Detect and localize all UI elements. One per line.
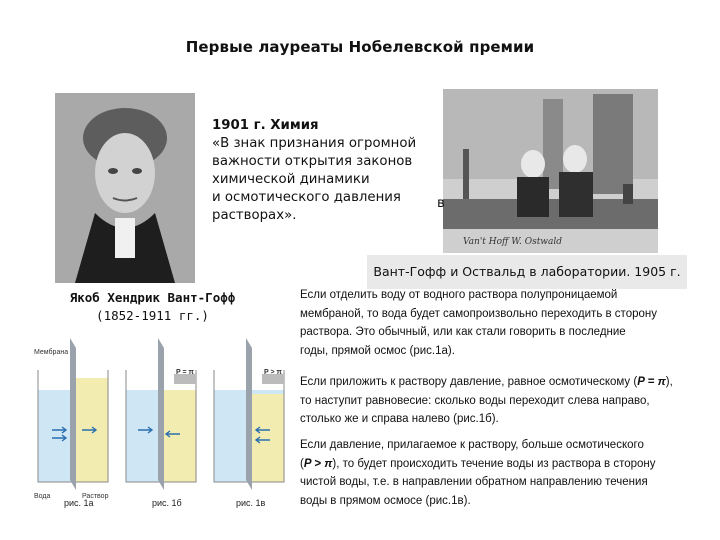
- beaker-1b: [126, 338, 196, 490]
- formula-span: P > π: [303, 457, 333, 470]
- paragraph-line: мембраной, то вода будет самопроизвольно переходить в сторону: [300, 307, 657, 320]
- figure-label-1b: рис. 1б: [152, 498, 182, 508]
- pressure-label-greater: P > π: [264, 369, 282, 376]
- text-span: ),: [665, 376, 673, 388]
- chemistry-line: химической динамики: [212, 172, 370, 187]
- chemistry-line: важности открытия законов: [212, 154, 413, 169]
- chemistry-line: и осмотического давления: [212, 190, 401, 205]
- paragraph-direct-osmosis: [300, 286, 685, 360]
- paragraph-line: годы, прямой осмос (рис.1а).: [300, 344, 455, 357]
- paragraph-line: Если давление, прилагаемое к раствору, больше осмотического: [300, 439, 644, 451]
- portrait-photo: [55, 93, 195, 283]
- paragraph-line: Если отделить воду от водного раствора полупроницаемой: [300, 289, 618, 301]
- paragraph-line: то наступит равновесие: сколько воды переходит слева направо,: [300, 394, 650, 407]
- chemistry-line: «В знак признания огромной: [212, 136, 417, 151]
- formula-span: P = π: [637, 376, 666, 388]
- paragraph-line: чистой воды, т.е. в направлении обратном направлению течения: [300, 476, 648, 489]
- laureate-years: (1852-1911 гг.): [96, 308, 209, 323]
- stray-letter: в: [437, 196, 445, 211]
- chemistry-title: 1901 г. Химия: [212, 118, 319, 133]
- text-span: ), то будет происходить течение воды из раствора в сторону: [332, 457, 656, 470]
- paragraph-line: раствора. Это обычный, или как стали говорить в последние: [300, 326, 626, 339]
- chemistry-line: растворах».: [212, 208, 297, 223]
- beaker-1a: [38, 338, 108, 490]
- lab-photo-caption: Вант-Гофф и Оствальд в лаборатории. 1905 г.: [367, 255, 687, 289]
- solution-label: Раствор: [82, 493, 109, 500]
- paragraph-equilibrium: [300, 373, 685, 429]
- paragraph-line: [300, 455, 685, 474]
- osmosis-diagram: [30, 330, 290, 510]
- lab-signature: Van't Hoff W. Ostwald: [463, 237, 563, 247]
- beaker-1c: [214, 338, 284, 490]
- pressure-label-equal: P = π: [176, 369, 194, 376]
- lab-photo: [443, 89, 658, 253]
- membrane-label: Мембрана: [34, 349, 69, 356]
- text-span: Если приложить к раствору давление, равное осмотическому (: [300, 376, 638, 388]
- paragraph-line: [300, 373, 685, 392]
- figure-label-1c: рис. 1в: [236, 498, 266, 508]
- water-label: Вода: [34, 493, 51, 500]
- text-span: (: [300, 457, 304, 470]
- paragraph-line: столько же и справа налево (рис.1б).: [300, 413, 499, 426]
- paragraph-reverse-osmosis: [300, 436, 685, 510]
- chemistry-block: [212, 117, 416, 225]
- figure-label-1a: рис. 1а: [64, 498, 94, 508]
- page-title: Первые лауреаты Нобелевской премии: [185, 38, 535, 56]
- laureate-name: Якоб Хендрик Вант-Гофф: [69, 290, 236, 305]
- paragraph-line: воды в прямом осмосе (рис.1в).: [300, 494, 471, 507]
